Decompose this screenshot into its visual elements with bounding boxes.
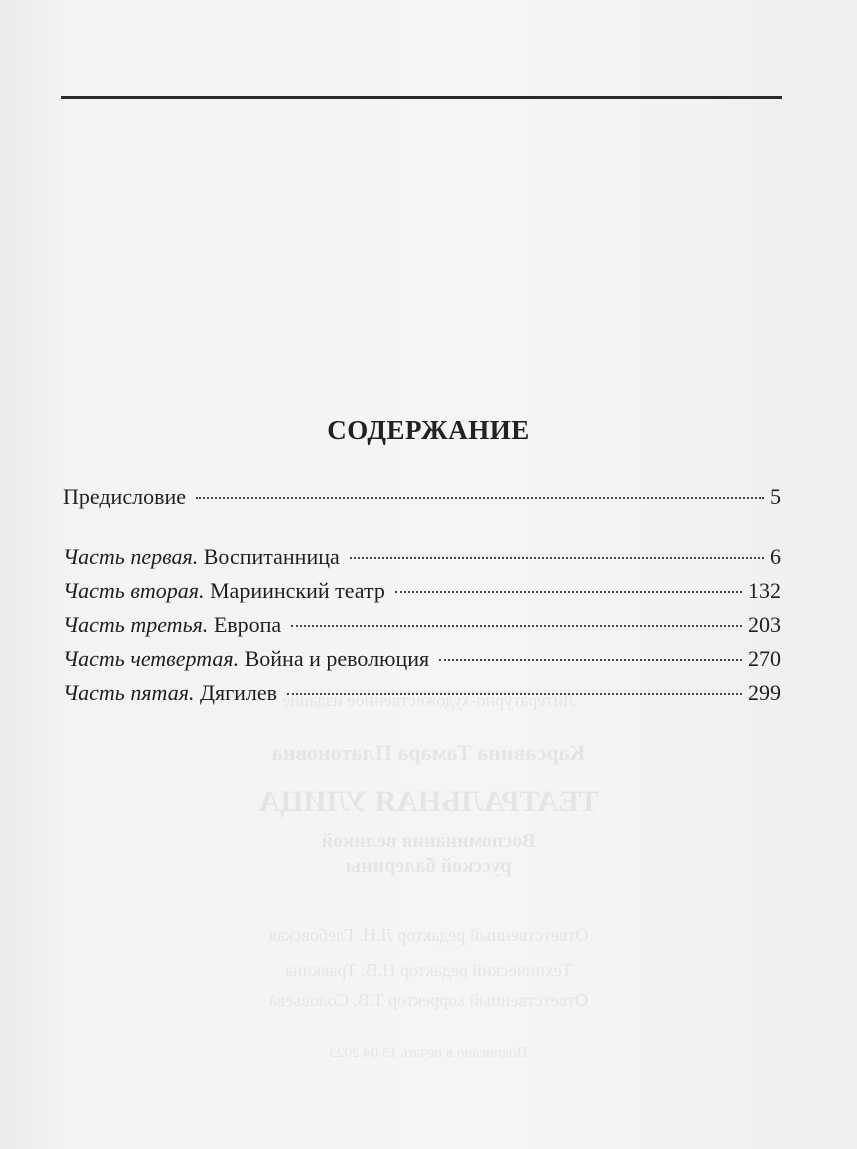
toc-part-label: Часть вторая. [63,578,205,603]
contents-heading: СОДЕРЖАНИЕ [327,415,530,445]
toc-entry-title: Европа [213,612,282,637]
toc-entry-title: Предисловие [63,484,186,509]
toc-entry-title: Война и революция [244,646,430,671]
show-through-line: Ответственный редактор Л.Н. Глебовская [268,925,589,945]
toc-part-label: Часть четвертая. [63,646,240,671]
toc-page-number: 132 [748,578,781,603]
toc-part-label: Часть первая. [63,544,199,569]
toc-leader-dots [196,497,764,499]
show-through-line: Технический редактор Н.В. Травкина [284,960,573,980]
toc-page-number: 5 [770,484,781,509]
show-through-line: Ответственный корректор Т.В. Соловьева [269,990,588,1010]
show-through-line: русской балерины [345,855,512,877]
toc-leader-dots [395,591,742,593]
show-through-line: Карсавина Тамара Платоновна [271,740,586,765]
toc-entry-title: Воспитанница [203,544,340,569]
toc-part-label: Часть третья. [63,612,209,637]
toc-leader-dots [439,659,742,661]
toc-entry-part-4 [63,644,781,674]
toc-entry-part-5 [63,678,781,708]
toc-leader-dots [350,557,764,559]
toc-page-number: 6 [770,544,781,569]
show-through-line: ТЕАТРАЛЬНАЯ УЛИЦА [258,785,599,818]
toc-entry-title: Мариинский театр [210,578,385,603]
toc-part-label: Часть пятая. [63,680,195,705]
toc-entry-preface [63,482,781,512]
toc-page-number: 203 [748,612,781,637]
show-through-line: Литературно-художественное издание [281,690,576,710]
toc-entry-title: Дягилев [199,680,277,705]
toc-leader-dots [287,693,742,695]
show-through-line: Воспоминания великой [321,830,536,852]
toc-entry-part-3 [63,610,781,640]
toc-leader-dots [291,625,742,627]
toc-entry-part-2 [63,576,781,606]
toc-entry-part-1 [63,542,781,572]
toc-page-number: 299 [748,680,781,705]
show-through-line: Подписано в печать 13.04.2023 [329,1045,528,1061]
toc-page-number: 270 [748,646,781,671]
top-rule [61,96,782,99]
